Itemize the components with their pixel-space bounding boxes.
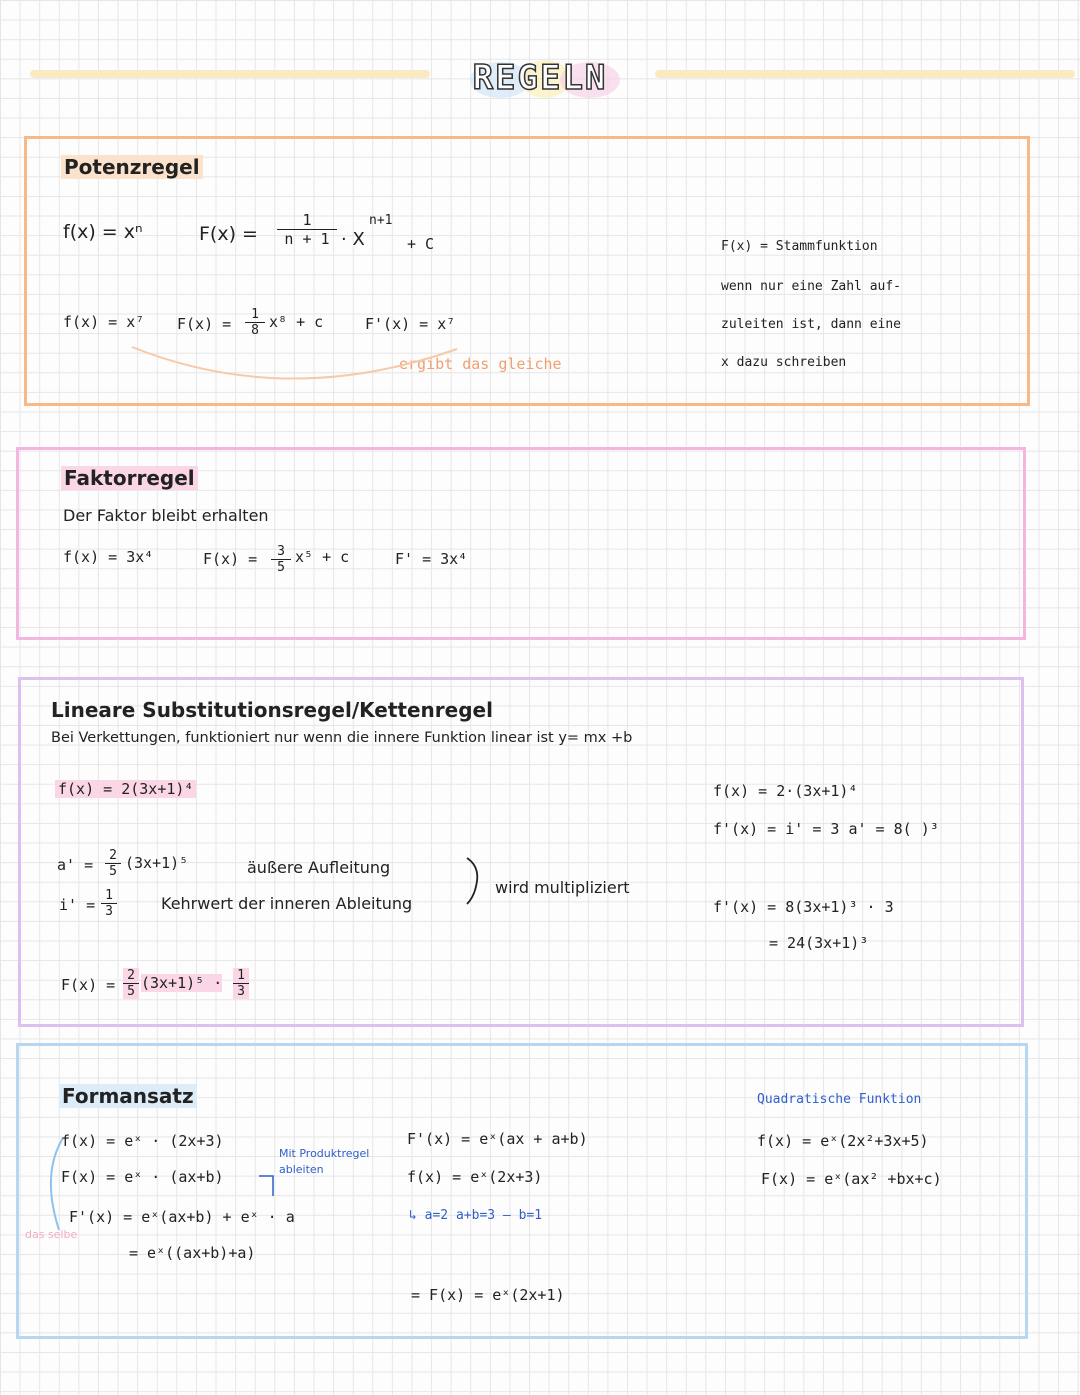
kettenregel-example-f-text: f(x) = 2(3x+1)⁴ [55,780,196,798]
kettenregel-example-f [55,780,196,798]
faktorregel-example-F-lhs: F(x) = [203,550,258,568]
kettenregel-a-prime-num: 2 [105,848,121,864]
kettenregel-label-mult: wird multipliziert [495,878,630,897]
kettenregel-brace [463,856,483,906]
formansatz-produkt-arrow [255,1170,281,1200]
title-underline-left [30,70,430,78]
potenzregel-F-fraction [277,211,337,248]
faktorregel-example-F-denominator: 5 [277,560,285,575]
potenzregel-example-F-rest: x⁸ + c [269,313,324,331]
faktorregel-example-Fprime: F' = 3x⁴ [395,550,468,568]
kettenregel-a-prime-den: 5 [109,864,117,879]
kettenregel-label-inner: Kehrwert der inneren Ableitung [161,894,413,913]
potenzregel-example-note: ergibt das gleiche [399,355,562,373]
formansatz-heading-text: Formansatz [59,1084,197,1108]
page-title: REGELN [472,58,608,98]
potenzregel-example-F-lhs: F(x) = [177,315,232,333]
formansatz-right-2: F(x) = eˣ(ax² +bx+c) [761,1170,942,1188]
kettenregel-a-prime-fraction [105,848,121,879]
faktorregel-heading: Faktorregel [61,466,198,490]
formansatz-left-3: F'(x) = eˣ(ax+b) + eˣ · a [69,1208,295,1226]
kettenregel-result-lhs: F(x) = [61,976,116,994]
faktorregel-subtitle: Der Faktor bleibt erhalten [63,506,269,525]
potenzregel-box [24,136,1030,406]
kettenregel-subtitle: Bei Verkettungen, funktioniert nur wenn die innere Funktion linear ist y= mx +b [51,730,633,746]
faktorregel-example-f: f(x) = 3x⁴ [63,548,154,566]
potenzregel-F-x: · X [341,229,365,250]
formansatz-heading [55,1084,201,1108]
faktorregel-example-F-fraction [271,544,291,575]
potenzregel-example-Fprime: F'(x) = x⁷ [365,315,456,333]
potenzregel-F-exponent: n+1 [369,213,393,228]
kettenregel-label-outer: äußere Aufleitung [247,858,391,877]
faktorregel-example-F-rest: x⁵ + c [295,548,350,566]
formansatz-mid-1: F'(x) = eˣ(ax + a+b) [407,1130,588,1148]
title-underline-right [655,70,1075,78]
formansatz-left-note: das selbe [25,1228,78,1241]
kettenregel-result-den-2: 3 [237,984,245,999]
potenzregel-side-note-3: zuleiten ist, dann eine [721,317,902,332]
kettenregel-i-prime-fraction [101,888,117,919]
potenzregel-F-constant: + C [407,235,435,253]
kettenregel-i-prime-lhs: i' = [59,896,96,914]
kettenregel-box [18,677,1024,1027]
kettenregel-side-3: f'(x) = 8(3x+1)³ · 3 [713,898,894,916]
formansatz-left-1: f(x) = eˣ · (2x+3) [61,1132,224,1150]
formansatz-mid-3: ↳ a=2 a+b=3 — b=1 [409,1208,543,1223]
kettenregel-result-fraction [123,968,139,999]
formansatz-produkt-note: Mit Produktregel ableiten [279,1147,370,1176]
potenzregel-f-def: f(x) = xⁿ [63,221,143,243]
kettenregel-side-1: f(x) = 2·(3x+1)⁴ [713,782,858,800]
potenzregel-F-numerator: 1 [277,211,337,230]
faktorregel-example-F-numerator: 3 [271,544,291,560]
kettenregel-i-prime-num: 1 [101,888,117,904]
kettenregel-result-fraction-2 [233,968,249,999]
potenzregel-example-F-fraction [245,307,265,338]
kettenregel-heading: Lineare Substitutionsregel/Kettenregel [51,698,493,722]
potenzregel-F-denominator: n + 1 [284,230,330,248]
formansatz-left-4: = eˣ((ax+b)+a) [129,1244,256,1262]
kettenregel-a-prime-lhs: a' = [57,856,94,874]
formansatz-right-1: f(x) = eˣ(2x²+3x+5) [757,1132,929,1150]
potenzregel-F-lhs: F(x) = [199,223,258,245]
formansatz-right-heading: Quadratische Funktion [757,1092,922,1107]
potenzregel-side-note-1: F(x) = Stammfunktion [721,239,878,254]
formansatz-left-2: F(x) = eˣ · (ax+b) [61,1168,224,1186]
kettenregel-result-num: 2 [123,968,139,984]
potenzregel-example-F-numerator: 1 [245,307,265,323]
formansatz-box [16,1043,1028,1339]
kettenregel-result-mid: (3x+1)⁵ · [141,974,223,992]
potenzregel-example-F-denominator: 8 [251,323,259,338]
formansatz-mid-4: = F(x) = eˣ(2x+1) [411,1286,565,1304]
formansatz-mid-2: f(x) = eˣ(2x+3) [407,1168,543,1186]
potenzregel-example-f: f(x) = x⁷ [63,313,145,331]
kettenregel-side-2: f'(x) = i' = 3 a' = 8( )³ [713,820,939,838]
potenzregel-arc-arrow [127,339,467,389]
potenzregel-side-note-4: x dazu schreiben [721,355,847,370]
potenzregel-side-note-2: wenn nur eine Zahl auf- [721,279,902,294]
faktorregel-box [16,447,1026,640]
kettenregel-i-prime-den: 3 [105,904,113,919]
kettenregel-side-4: = 24(3x+1)³ [769,934,869,952]
kettenregel-a-prime-rest: (3x+1)⁵ [125,854,189,872]
kettenregel-result-den: 5 [127,984,135,999]
potenzregel-heading: Potenzregel [61,155,203,179]
kettenregel-result-num-2: 1 [233,968,249,984]
